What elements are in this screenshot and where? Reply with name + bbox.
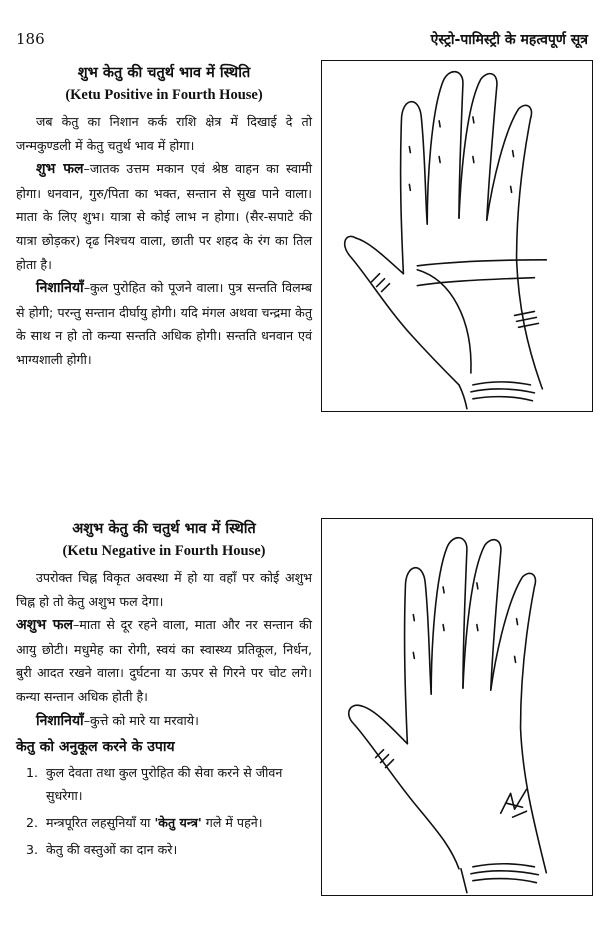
- signs-text: –कुत्ते को मारे या मरवाये।: [83, 712, 199, 728]
- remedy-number: 2.: [26, 815, 39, 831]
- intro-paragraph: उपरोक्त चिह्न विकृत अवस्था में हो या वहाँ पर कोई अशुभ चिह्न हो तो केतु अशुभ फल देगा।: [16, 570, 312, 609]
- remedy-text: केतु की वस्तुओं का दान करे।: [46, 842, 178, 858]
- remedy-number: 1.: [26, 765, 39, 781]
- remedy-number: 3.: [26, 842, 39, 858]
- fruit-label: अशुभ फल: [16, 617, 73, 634]
- section-ketu-negative: [16, 518, 312, 865]
- fruit-label: शुभ फल: [36, 161, 84, 178]
- fruit-paragraph: [16, 157, 312, 276]
- signs-paragraph: [16, 709, 312, 734]
- remedy-text: कुल देवता तथा कुल पुरोहित की सेवा करने से जीवन सुधरेगा।: [46, 765, 283, 804]
- palm-illustration-negative: [321, 518, 593, 896]
- remedy-text-pre: मन्त्रपूरित लहसुनियाँ या: [46, 815, 155, 831]
- remedies-heading: केतु को अनुकूल करने के उपाय: [16, 739, 175, 756]
- remedies-list: [16, 761, 312, 861]
- intro-paragraph: जब केतु का निशान कर्क राशि क्षेत्र में दिखाई दे तो जन्मकुण्डली में केतु चतुर्थ भाव में होगा।: [16, 114, 312, 153]
- hand-drawing: [322, 519, 592, 895]
- section-title: शुभ केतु की चतुर्थ भाव में स्थिति: [77, 65, 251, 81]
- signs-paragraph: [16, 276, 312, 371]
- section-subtitle: (Ketu Negative in Fourth House): [62, 543, 266, 559]
- section-subtitle: (Ketu Positive in Fourth House): [65, 87, 263, 103]
- palm-illustration-positive: [321, 60, 593, 412]
- ketu-yantra-term: 'केतु यन्त्र': [154, 815, 202, 831]
- signs-label: निशानियाँ: [36, 712, 84, 729]
- page-header: [16, 30, 588, 52]
- hand-drawing: [322, 61, 592, 411]
- section-title: अशुभ केतु की चतुर्थ भाव में स्थिति: [72, 521, 256, 537]
- fruit-text: –माता से दूर रहने वाला, माता और नर सन्तान की आयु छोटी। मधुमेह का रोगी, स्वयं का स्वास्थ्य प्रतिकूल, निर्धन, बुरी आदत रखने वाला। दुर्घटना या ऊपर से गिरने पर चोट लगे। कन्या सन्तान अधिक होती है।: [16, 617, 312, 704]
- remedy-item: [16, 838, 312, 861]
- remedy-item: [16, 811, 312, 834]
- fruit-text: –जातक उत्तम मकान एवं श्रेष्ठ वाहन का स्वामी होगा। धनवान, गुरु/पिता का भक्त, सन्तान से सुख पाने वाला। माता के लिए शुभ। यात्रा से कोई लाभ न होगा। (सैर-सपाटे की यात्रा छोड़कर) दृढ निश्चय वाला, छाती पर शहद के रंग का तिल होता है।: [16, 161, 312, 272]
- remedy-item: [16, 761, 312, 807]
- page-number: 186: [16, 30, 45, 48]
- fruit-paragraph: [16, 613, 312, 708]
- section-ketu-positive: [16, 62, 312, 372]
- signs-text: –कुल पुरोहित को पूजने वाला। पुत्र सन्तति विलम्ब से होगी; परन्तु सन्तान दीर्घायु होगी। यदि मंगल अथवा चन्द्रमा केतु के साथ न हो तो कन्या सन्तति अधिक होगी। सन्तति धनवान एवं भाग्यशाली होगी।: [16, 280, 312, 367]
- running-title: ऐस्ट्रो-पामिस्ट्री के महत्वपूर्ण सूत्र: [430, 32, 588, 48]
- remedy-text-post: गले में पहने।: [201, 815, 263, 831]
- signs-label: निशानियाँ: [36, 280, 84, 297]
